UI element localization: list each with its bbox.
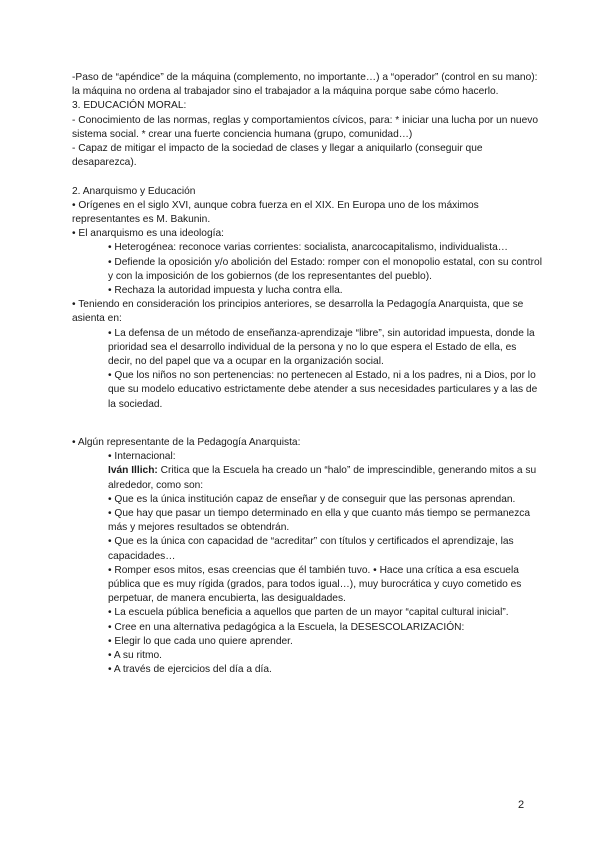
paragraph: - Conocimiento de las normas, reglas y comportamientos cívicos, para: * iniciar una lucha por un nuevo sistema social. * crear una fuerte conciencia humana (grupo, comunidad…) bbox=[72, 114, 539, 140]
sub-bullet: • Que es la única con capacidad de “acreditar” con títulos y certificados el aprendizaje, las capacidades… bbox=[108, 536, 514, 562]
bullet: • Teniendo en consideración los principios anteriores, se desarrolla la Pedagogía Anarquista, que se asienta en: bbox=[72, 299, 524, 325]
sub-bullet: • Que es la única institución capaz de enseñar y de conseguir que las personas aprendan. bbox=[108, 493, 516, 505]
illich-paragraph bbox=[72, 464, 542, 492]
bullet: • Orígenes en el siglo XVI, aunque cobra fuerza en el XIX. En Europa uno de los máximos representantes es M. Bakunin. bbox=[72, 199, 479, 226]
spacer bbox=[72, 426, 542, 436]
sub-bullet: • Elegir lo que cada uno quiere aprender. bbox=[108, 635, 293, 647]
paragraph: - Capaz de mitigar el impacto de la sociedad de clases y llegar a aniquilarlo (conseguir que desaparezca). bbox=[72, 143, 483, 169]
spacer bbox=[72, 170, 542, 184]
sub-bullet: • La escuela pública beneficia a aquellos que parten de un mayor “capital cultural inicial”. bbox=[108, 607, 509, 619]
section-heading: 2. Anarquismo y Educación bbox=[72, 185, 196, 197]
document-page bbox=[72, 71, 542, 678]
sub-bullet: • A través de ejercicios del día a día. bbox=[108, 664, 272, 676]
sub-bullet: • Romper esos mitos, esas creencias que él también tuvo. • Hace una crítica a esa escuela pública que es muy rígida (grados, para todos igual…), muy burocrática y cuyo cometido es perpetuar, de manera encubierta, las desigualdades. bbox=[108, 564, 522, 605]
sub-bullet: • Rechaza la autoridad impuesta y lucha contra ella. bbox=[108, 285, 343, 297]
sub-bullet: • Cree en una alternativa pedagógica a la Escuela, la DESESCOLARIZACIÓN: bbox=[108, 621, 465, 633]
sub-bullet: • Heterogénea: reconoce varias corrientes: socialista, anarcocapitalismo, individualista… bbox=[108, 242, 508, 254]
paragraph: -Paso de “apéndice” de la máquina (complemento, no importante…) a “operador” (control en su mano): la máquina no ordena al trabajador sino el trabajador a la máquina porque sabe cómo hacerlo. bbox=[72, 72, 538, 98]
bullet: • Algún representante de la Pedagogía Anarquista: bbox=[72, 437, 301, 449]
page-number: 2 bbox=[518, 799, 525, 811]
spacer bbox=[72, 412, 542, 426]
author-name: Iván Illich: bbox=[108, 465, 158, 477]
sub-bullet: • Defiende la oposición y/o abolición del Estado: romper con el monopolio estatal, con su control y con la imposición de los gobiernos (de los representantes del pueblo). bbox=[108, 256, 542, 282]
sub-bullet: • Que los niños no son pertenencias: no pertenecen al Estado, ni a los padres, ni a Dios, por lo que su modelo educativo estrictamente debe atender a sus necesidades particulares y a las de la sociedad. bbox=[108, 370, 538, 410]
bullet: • El anarquismo es una ideología: bbox=[72, 228, 224, 240]
sub-bullet: • A su ritmo. bbox=[108, 650, 162, 662]
sub-bullet: • Internacional: bbox=[108, 451, 176, 463]
author-description: Critica que la Escuela ha creado un “halo” de imprescindible, generando mitos a su alrededor, como son: bbox=[108, 465, 537, 491]
section-heading: 3. EDUCACIÓN MORAL: bbox=[72, 100, 187, 112]
sub-bullet: • Que hay que pasar un tiempo determinado en ella y que cuanto más tiempo se permanezca más y mejores resultados se obtendrán. bbox=[108, 508, 531, 534]
sub-bullet: • La defensa de un método de enseñanza-aprendizaje “libre”, sin autoridad impuesta, donde la prioridad sea el desarrollo individual de la persona y no lo que espera el Estado de ella, es decir, no del papel que va a ocupar en la organización social. bbox=[108, 327, 535, 368]
